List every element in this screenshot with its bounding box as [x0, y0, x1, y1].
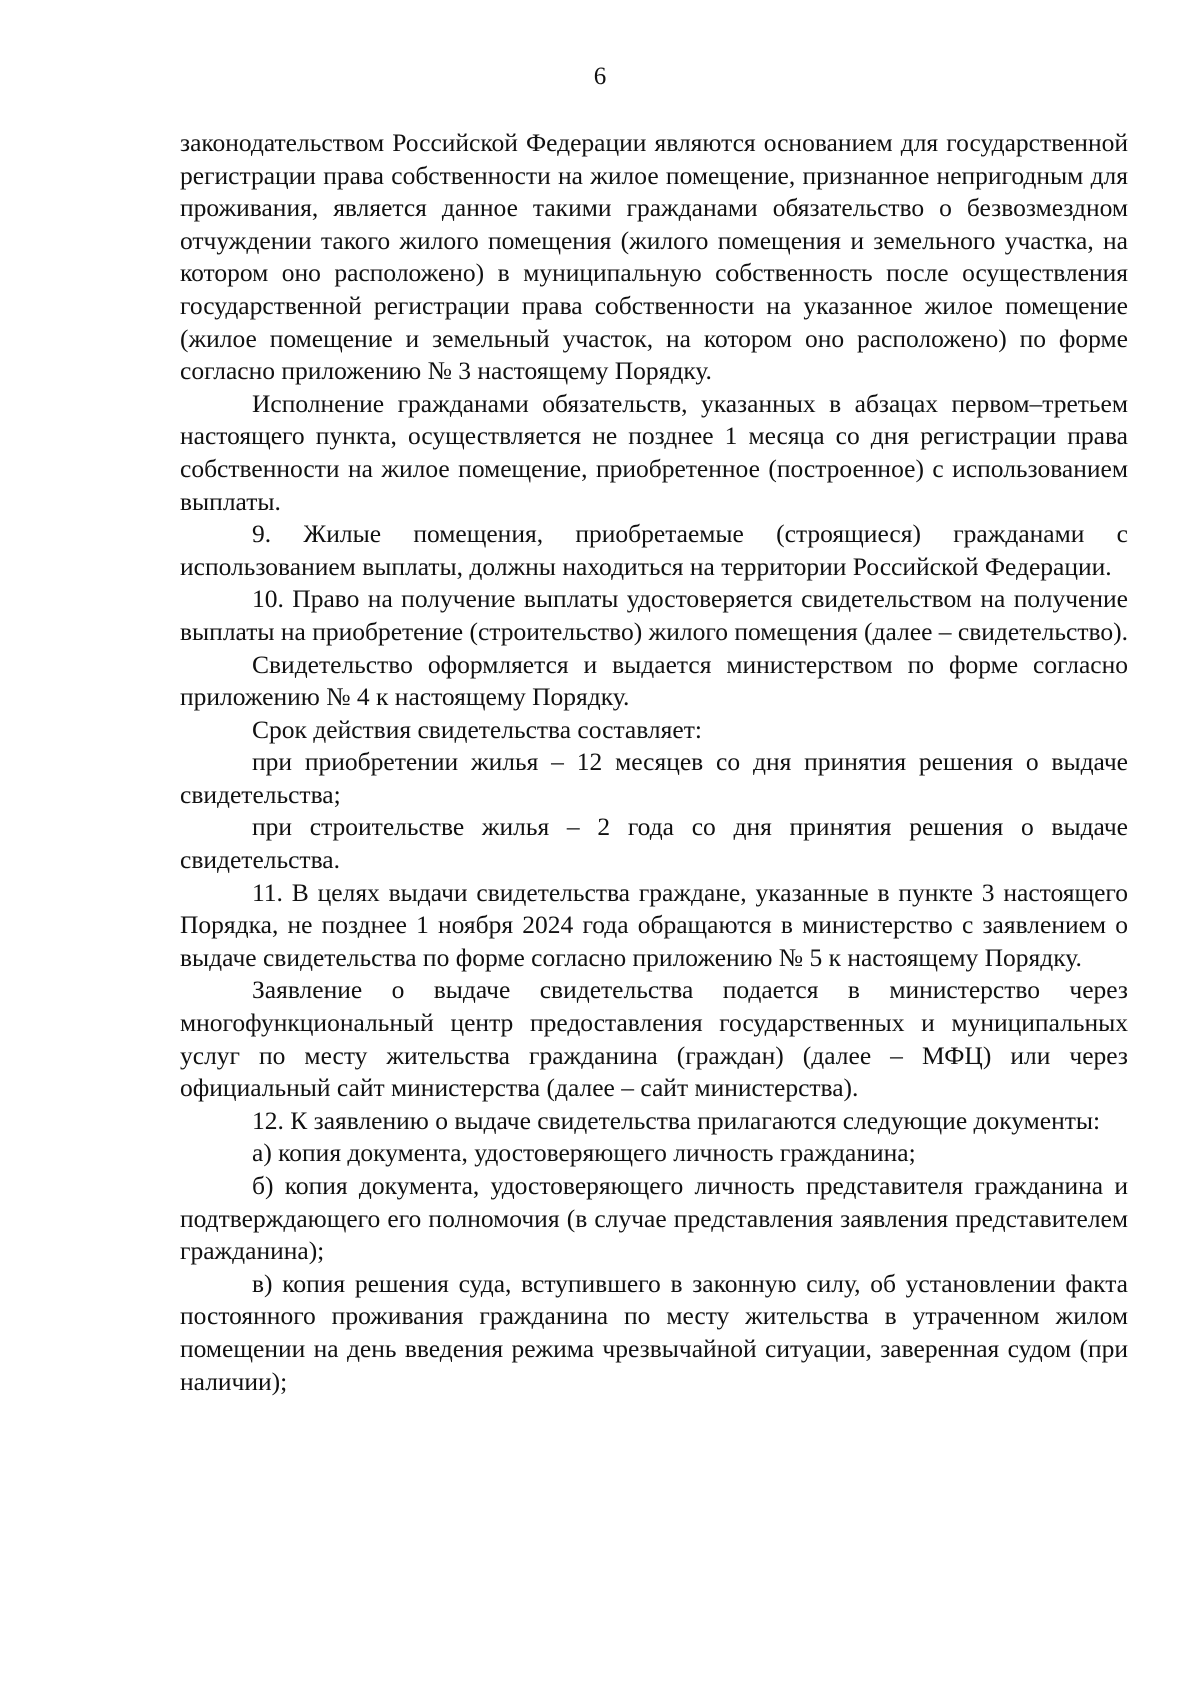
paragraph-item-12: 12. К заявлению о выдаче свидетельства прилагаются следующие документы:	[252, 1105, 1101, 1135]
paragraph-item-11: 11. В целях выдачи свидетельства граждане, указанные в пункте 3 настоящего Порядка, не позднее 1 ноября 2024 года обращаются в министерство с заявлением о выдаче свидетельства по форме согласно приложению № 5 к настоящему Порядку.	[180, 877, 1128, 972]
paragraph-obligations: Исполнение гражданами обязательств, указанных в абзацах первом–третьем настоящего пункта, осуществляется не позднее 1 месяца со дня регистрации права собственности на жилое помещение, приобретенное (построенное) с использованием выплаты.	[180, 388, 1128, 516]
list-item-a: а) копия документа, удостоверяющего личность гражданина;	[252, 1138, 916, 1168]
document-body	[180, 127, 1128, 1398]
paragraph-application-submission: Заявление о выдаче свидетельства подается в министерство через многофункциональный центр предоставления государственных и муниципальных услуг по месту жительства гражданина (граждан) (далее – МФЦ) или через официальный сайт министерства (далее – сайт министерства).	[180, 975, 1128, 1103]
paragraph-item-9: 9. Жилые помещения, приобретаемые (строящиеся) гражданами с использованием выплаты, должны находиться на территории Российской Федерации.	[180, 519, 1128, 581]
paragraph-item-10: 10. Право на получение выплаты удостоверяется свидетельством на получение выплаты на приобретение (строительство) жилого помещения (далее – свидетельство).	[180, 584, 1128, 646]
paragraph-validity-construction: при строительстве жилья – 2 года со дня принятия решения о выдаче свидетельства.	[180, 812, 1128, 875]
page-number: 6	[593, 63, 607, 90]
paragraph-certificate-form: Свидетельство оформляется и выдается министерством по форме согласно приложению № 4 к настоящему Порядку.	[180, 649, 1128, 712]
paragraph-continuation: законодательством Российской Федерации являются основанием для государственной регистрации права собственности на жилое помещение, признанное непригодным для проживания, является данное такими гражданами обязательство о безвозмездном отчуждении такого жилого помещения (жилого помещения и земельного участка, на котором оно расположено) в муниципальную собственность после осуществления государственной регистрации права собственности на указанное жилое помещение (жилое помещение и земельный участок, на котором оно расположено) по форме согласно приложению № 3 настоящему Порядку.	[180, 128, 1128, 386]
list-item-b: б) копия документа, удостоверяющего личность представителя гражданина и подтверждающего его полномочия (в случае представления заявления представителем гражданина);	[180, 1171, 1128, 1266]
paragraph-validity-period: Срок действия свидетельства составляет:	[252, 714, 702, 744]
paragraph-validity-purchase: при приобретении жилья – 12 месяцев со дня принятия решения о выдаче свидетельства;	[180, 747, 1128, 809]
list-item-v: в) копия решения суда, вступившего в законную силу, об установлении факта постоянного проживания гражданина по месту жительства в утраченном жилом помещении на день введения режима чрезвычайной ситуации, заверенная судом (при наличии);	[180, 1268, 1128, 1396]
